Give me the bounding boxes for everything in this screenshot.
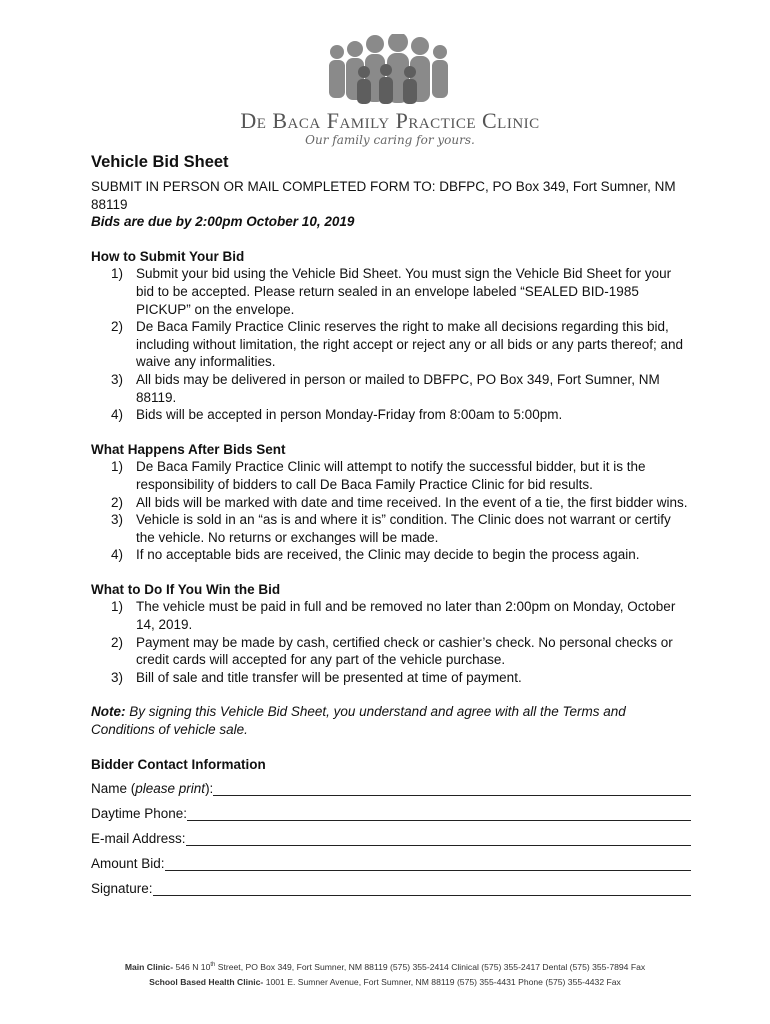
after-bids-list [91,458,691,564]
page-footer [0,960,770,990]
note-text: By signing this Vehicle Bid Sheet, you understand and agree with all the Terms and Conditions of vehicle sale. [91,704,626,738]
submit-list [91,265,691,423]
list-item: 1) De Baca Family Practice Clinic will attempt to notify the successful bidder, but it is the responsibility of bidders to call De Baca Family Practice Clinic for bid results. [111,459,646,492]
list-item: 2) Payment may be made by cash, certified check or cashier’s check. No personal checks or credit cards will accepted for any part of the vehicle purchase. [111,634,673,668]
phone-field[interactable] [91,805,691,823]
submit-instructions: SUBMIT IN PERSON OR MAIL COMPLETED FORM TO: DBFPC, PO Box 349, Fort Sumner, NM 88119 [91,179,676,212]
email-label: E-mail Address: [91,831,186,847]
signature-field[interactable] [91,880,691,898]
family-figures-icon [320,34,460,108]
list-item: 4) If no acceptable bids are received, the Clinic may decide to begin the process again. [111,547,640,563]
form-title: Vehicle Bid Sheet [91,153,229,171]
due-date: Bids are due by 2:00pm October 10, 2019 [91,214,355,230]
school-clinic-address: School Based Health Clinic- 1001 E. Sumner Avenue, Fort Sumner, NM 88119 (575) 355-4431 Phone (575) 355-4432 Fax [149,977,621,987]
section-heading-submit: How to Submit Your Bid [91,248,245,264]
list-item: 3) All bids may be delivered in person or mailed to DBFPC, PO Box 349, Fort Sumner, NM 88119. [111,371,660,405]
signature-line[interactable] [91,895,691,896]
clinic-name: De Baca Family Practice Clinic [240,108,540,133]
section-heading-after-bids: What Happens After Bids Sent [91,441,286,457]
form-body [91,152,691,898]
note-label: Note: [91,704,126,720]
amount-field[interactable] [91,855,691,873]
name-label: Name (please print): [91,781,214,797]
section-heading-win: What to Do If You Win the Bid [91,581,281,597]
list-item: 4) Bids will be accepted in person Monday-Friday from 8:00am to 5:00pm. [111,407,563,423]
terms-note [91,703,691,738]
list-item: 3) Bill of sale and title transfer will be presented at time of payment. [111,669,522,685]
clinic-tagline: Our family caring for yours. [305,133,475,147]
list-item: 1) Submit your bid using the Vehicle Bid Sheet. You must sign the Vehicle Bid Sheet for your bid to be accepted. Please return sealed in an envelope labeled “SEALED BID-1985 PICKUP” on the envelope. [111,266,672,317]
email-field[interactable] [91,830,691,848]
bidder-heading: Bidder Contact Information [91,756,266,772]
phone-label: Daytime Phone: [91,806,188,822]
name-field[interactable] [91,780,691,798]
win-list [91,598,691,686]
amount-label: Amount Bid: [91,856,165,872]
amount-line[interactable] [91,870,691,871]
list-item: 2) De Baca Family Practice Clinic reserves the right to make all decisions regarding this bid, including without limitation, the right accept or reject any or all bids or any parts thereof; and waive any informalities. [111,319,684,370]
list-item: 3) Vehicle is sold in an “as is and where it is” condition. The Clinic does not warrant or certify the vehicle. No returns or exchanges will be made. [111,512,671,545]
list-item: 1) The vehicle must be paid in full and be removed no later than 2:00pm on Monday, October 14, 2019. [111,599,676,633]
list-item: 2) All bids will be marked with date and time received. In the event of a tie, the first bidder wins. [111,494,688,510]
main-clinic-address: Main Clinic- 546 N 10th Street, PO Box 349, Fort Sumner, NM 88119 (575) 355-2414 Clinical (575) 355-2417 Dental (575) 355-7894 Fax [124,962,646,972]
clinic-logo [220,34,560,152]
signature-label: Signature: [91,881,153,897]
